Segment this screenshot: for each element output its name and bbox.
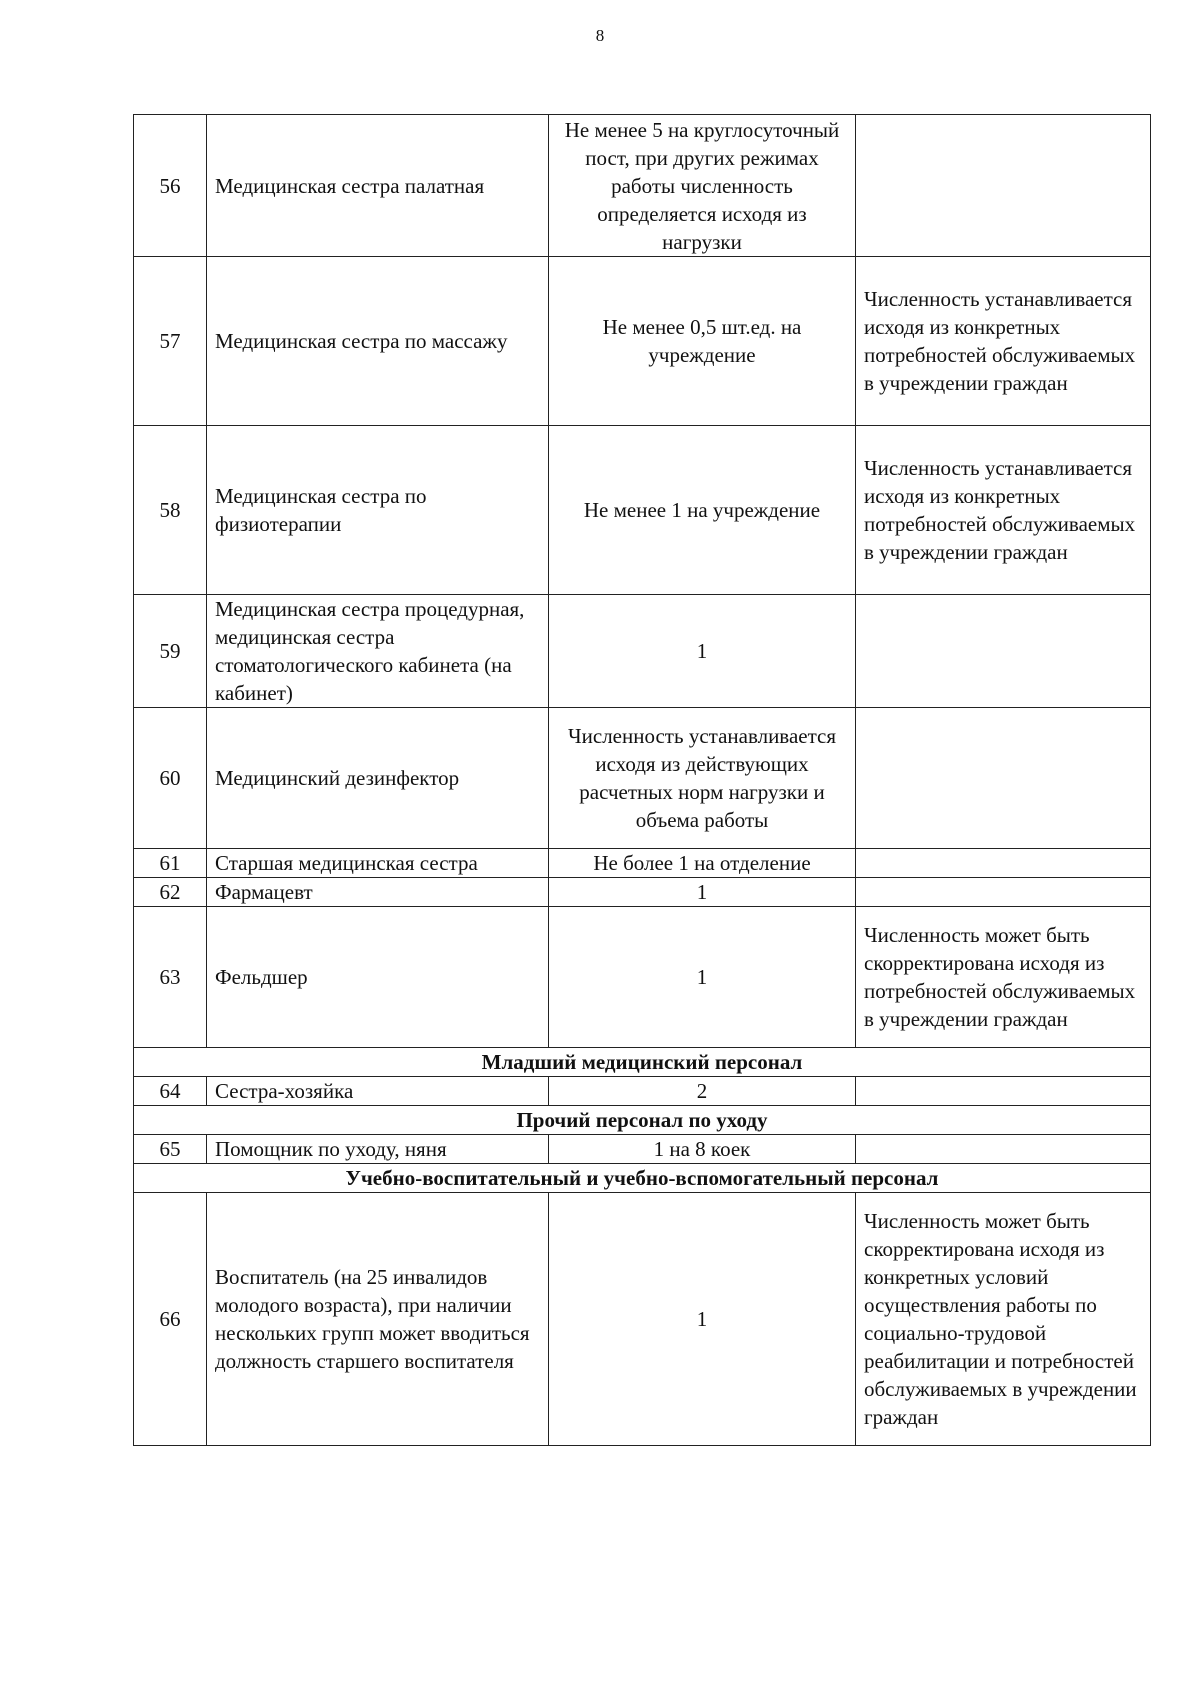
table-row (134, 1077, 1151, 1106)
table-row (134, 849, 1151, 878)
position-name: Фармацевт (207, 878, 549, 907)
row-number: 60 (134, 708, 207, 849)
position-name: Воспитатель (на 25 инвалидов молодого возраста), при наличии нескольких групп может вводиться должность старшего воспитателя (207, 1193, 549, 1446)
row-number: 62 (134, 878, 207, 907)
section-header-row (134, 1106, 1151, 1135)
row-note (856, 708, 1151, 849)
row-note: Численность может быть скорректирована исходя из конкретных условий осуществления работы по социально-трудовой реабилитации и потребностей обслуживаемых в учреждении граждан (856, 1193, 1151, 1446)
position-name: Медицинская сестра процедурная, медицинская сестра стоматологического кабинета (на кабинет) (207, 595, 549, 708)
staffing-norm: 1 (549, 595, 856, 708)
row-number: 58 (134, 426, 207, 595)
row-note (856, 595, 1151, 708)
position-name: Помощник по уходу, няня (207, 1135, 549, 1164)
row-number: 59 (134, 595, 207, 708)
position-name: Медицинский дезинфектор (207, 708, 549, 849)
position-name: Медицинская сестра по физиотерапии (207, 426, 549, 595)
staffing-norm: Не менее 0,5 шт.ед. на учреждение (549, 257, 856, 426)
staffing-norm: 1 (549, 907, 856, 1048)
table-row (134, 907, 1151, 1048)
section-title: Учебно-воспитательный и учебно-вспомогательный персонал (134, 1164, 1151, 1193)
position-name: Медицинская сестра по массажу (207, 257, 549, 426)
table-row (134, 426, 1151, 595)
row-number: 61 (134, 849, 207, 878)
staffing-norm: Не менее 5 на круглосуточный пост, при других режимах работы численность определяется исходя из нагрузки (549, 115, 856, 257)
row-note (856, 1135, 1151, 1164)
row-number: 64 (134, 1077, 207, 1106)
row-number: 63 (134, 907, 207, 1048)
staffing-norm: 2 (549, 1077, 856, 1106)
row-note (856, 1077, 1151, 1106)
position-name: Фельдшер (207, 907, 549, 1048)
table-row (134, 1135, 1151, 1164)
page-number: 8 (595, 26, 605, 45)
staffing-norm: Численность устанавливается исходя из действующих расчетных норм нагрузки и объема работы (549, 708, 856, 849)
staffing-norm: 1 на 8 коек (549, 1135, 856, 1164)
row-note: Численность устанавливается исходя из конкретных потребностей обслуживаемых в учреждении граждан (856, 426, 1151, 595)
table-row (134, 878, 1151, 907)
position-name: Медицинская сестра палатная (207, 115, 549, 257)
section-title: Прочий персонал по уходу (134, 1106, 1151, 1135)
row-note (856, 878, 1151, 907)
row-note (856, 115, 1151, 257)
table-row (134, 1193, 1151, 1446)
section-title: Младший медицинский персонал (134, 1048, 1151, 1077)
section-header-row (134, 1048, 1151, 1077)
row-number: 57 (134, 257, 207, 426)
row-number: 66 (134, 1193, 207, 1446)
section-header-row (134, 1164, 1151, 1193)
staffing-norm: Не менее 1 на учреждение (549, 426, 856, 595)
row-note (856, 849, 1151, 878)
position-name: Старшая медицинская сестра (207, 849, 549, 878)
staffing-table (133, 114, 1151, 1446)
row-note: Численность устанавливается исходя из конкретных потребностей обслуживаемых в учреждении граждан (856, 257, 1151, 426)
row-number: 56 (134, 115, 207, 257)
table-row (134, 115, 1151, 257)
table-row (134, 595, 1151, 708)
table-row (134, 257, 1151, 426)
row-note: Численность может быть скорректирована исходя из потребностей обслуживаемых в учреждении граждан (856, 907, 1151, 1048)
staffing-norm: 1 (549, 878, 856, 907)
position-name: Сестра-хозяйка (207, 1077, 549, 1106)
row-number: 65 (134, 1135, 207, 1164)
staffing-norm: Не более 1 на отделение (549, 849, 856, 878)
staffing-norm: 1 (549, 1193, 856, 1446)
table-row (134, 708, 1151, 849)
